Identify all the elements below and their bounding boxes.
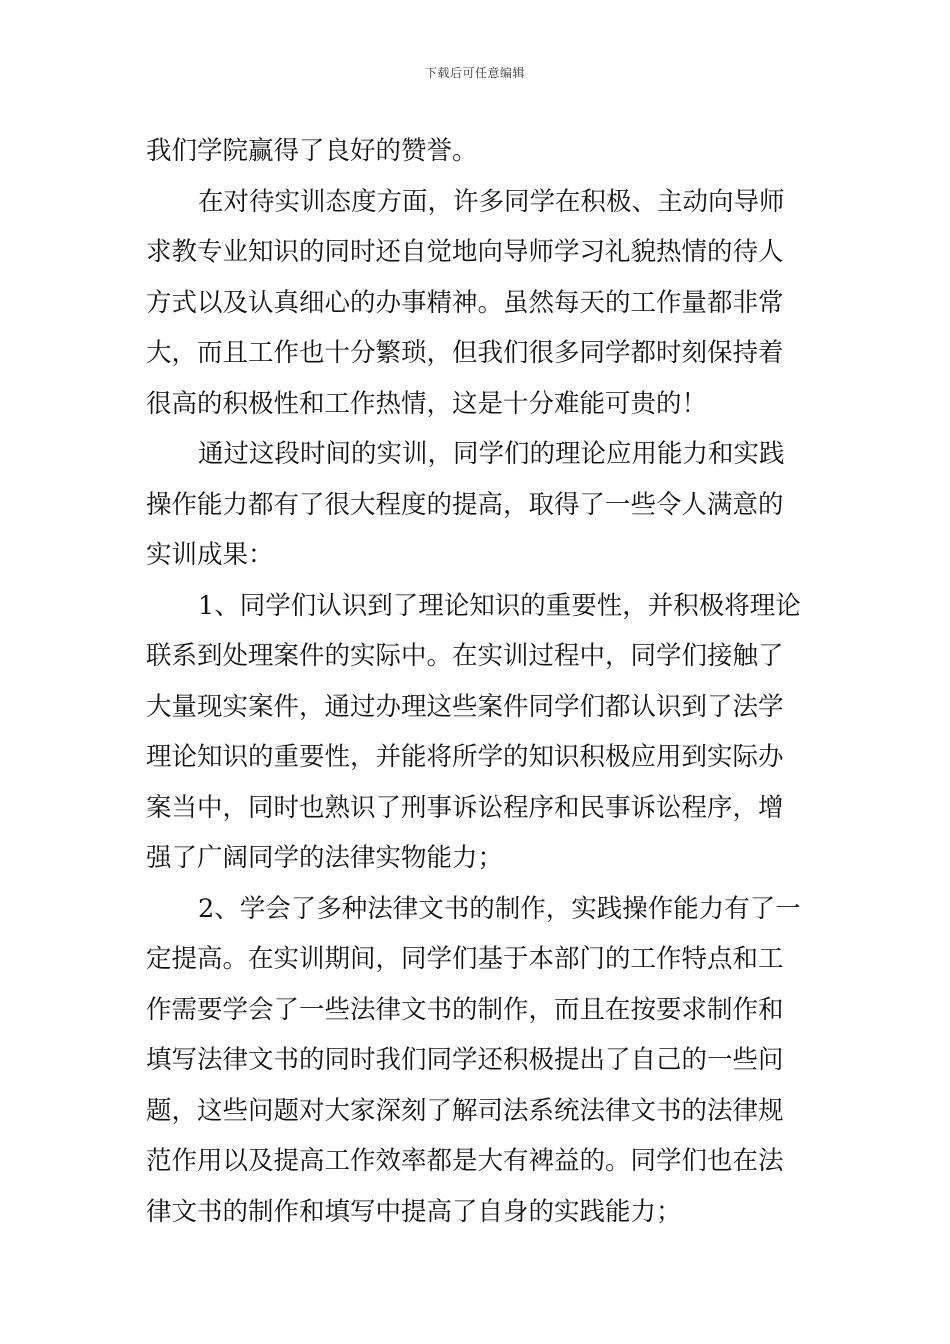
text-line: 联系到处理案件的实际中。在实训过程中，同学们接触了: [146, 641, 784, 671]
text-line: 我们学院赢得了良好的赞誉。: [146, 136, 478, 166]
body-text: [146, 126, 808, 1237]
text-line: 强了广阔同学的法律实物能力；: [146, 843, 504, 873]
text-line: 操作能力都有了很大程度的提高，取得了一些令人满意的: [146, 489, 784, 520]
text-line: 在对待实训态度方面，许多同学在积极、主动向导师: [198, 186, 785, 217]
text-line: 大，而且工作也十分繁琐，但我们很多同学都时刻保持着: [146, 338, 784, 368]
text-line: 作需要学会了一些法律文书的制作，而且在按要求制作和: [146, 994, 784, 1025]
text-line: 律文书的制作和填写中提高了自身的实践能力；: [146, 1196, 682, 1227]
text-line: 2、学会了多种法律文书的制作，实践操作能力有了一: [198, 893, 801, 924]
text-line: 案当中，同时也熟识了刑事诉讼程序和民事诉讼程序，增: [146, 792, 784, 823]
text-line: 题，这些问题对大家深刻了解司法系统法律文书的法律规: [146, 1095, 784, 1126]
text-line: 求教专业知识的同时还自觉地向导师学习礼貌热情的待人: [146, 237, 784, 267]
page-header: 下载后可任意编辑: [424, 66, 525, 80]
text-line: 填写法律文书的同时我们同学还积极提出了自己的一些问: [146, 1045, 784, 1075]
text-line: 很高的积极性和工作热情，这是十分难能可贵的！: [146, 388, 708, 419]
text-line: 1、同学们认识到了理论知识的重要性，并积极将理论: [198, 590, 801, 621]
text-line: 方式以及认真细心的办事精神。虽然每天的工作量都非常: [146, 287, 784, 318]
text-line: 大量现实案件，通过办理这些案件同学们都认识到了法学: [146, 691, 784, 722]
text-line: 理论知识的重要性，并能将所学的知识积极应用到实际办: [146, 742, 784, 772]
text-line: 定提高。在实训期间，同学们基于本部门的工作特点和工: [146, 944, 784, 974]
text-line: 实训成果：: [146, 540, 274, 570]
text-line: 范作用以及提高工作效率都是大有裨益的。同学们也在法: [146, 1146, 784, 1176]
text-line: 通过这段时间的实训，同学们的理论应用能力和实践: [198, 439, 785, 469]
